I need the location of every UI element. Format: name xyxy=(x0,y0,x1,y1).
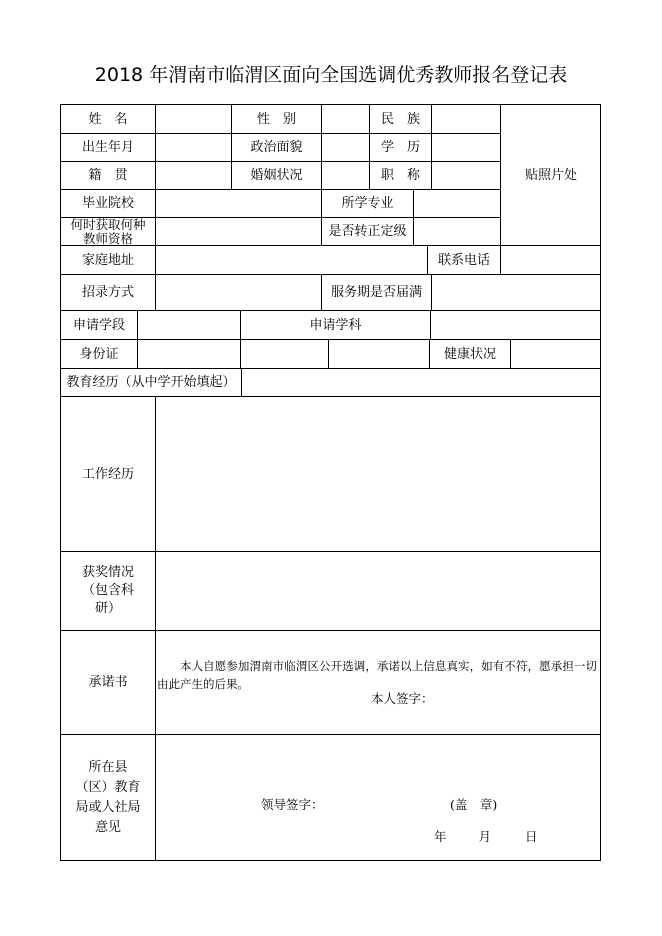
form-title: 2018 年渭南市临渭区面向全国选调优秀教师报名登记表 xyxy=(94,64,568,86)
field-id-2[interactable] xyxy=(241,340,329,369)
label-gender: 性 别 xyxy=(232,105,322,134)
leader-sign-label: 领导签字： xyxy=(261,797,324,812)
field-recruit[interactable] xyxy=(156,275,322,311)
field-title-rank[interactable] xyxy=(432,162,501,190)
field-health[interactable] xyxy=(511,340,601,369)
field-gender[interactable] xyxy=(322,105,370,134)
field-political[interactable] xyxy=(322,134,370,162)
label-recruit: 招录方式 xyxy=(61,275,156,311)
label-political: 政治面貌 xyxy=(232,134,322,162)
label-health: 健康状况 xyxy=(430,340,511,369)
label-edu-history: 教育经历（从中学开始填起） xyxy=(61,369,242,397)
field-service[interactable] xyxy=(432,275,601,311)
label-marital: 婚姻状况 xyxy=(232,162,322,190)
field-awards[interactable] xyxy=(156,552,601,631)
label-stage: 申请学段 xyxy=(61,311,138,340)
field-school[interactable] xyxy=(156,190,322,218)
field-subject[interactable] xyxy=(431,311,601,340)
field-stage[interactable] xyxy=(138,311,241,340)
label-ethnicity: 民 族 xyxy=(370,105,432,134)
label-native: 籍 贯 xyxy=(61,162,156,190)
field-name[interactable] xyxy=(156,105,232,134)
label-name: 姓 名 xyxy=(61,105,156,134)
field-id-1[interactable] xyxy=(138,340,241,369)
label-school: 毕业院校 xyxy=(61,190,156,218)
label-title-rank: 职 称 xyxy=(370,162,432,190)
date-month: 月 xyxy=(478,829,491,844)
label-service: 服务期是否届满 xyxy=(322,275,432,311)
label-awards: 获奖情况（包含科研） xyxy=(61,552,156,631)
label-regular: 是否转正定级 xyxy=(322,218,414,246)
label-major: 所学专业 xyxy=(322,190,414,218)
label-address: 家庭地址 xyxy=(61,246,156,275)
label-qualification: 何时获取何种教师资格 xyxy=(61,218,156,246)
label-id: 身份证 xyxy=(61,340,138,369)
field-birth[interactable] xyxy=(156,134,232,162)
field-marital[interactable] xyxy=(322,162,370,190)
field-regular[interactable] xyxy=(414,218,501,246)
field-address[interactable] xyxy=(156,246,428,275)
registration-form xyxy=(60,104,601,861)
label-birth: 出生年月 xyxy=(61,134,156,162)
photo-box[interactable]: 贴照片处 xyxy=(501,105,601,246)
label-phone: 联系电话 xyxy=(428,246,501,275)
date-line xyxy=(434,827,537,845)
date-day: 日 xyxy=(524,829,538,844)
field-ethnicity[interactable] xyxy=(432,105,501,134)
label-subject: 申请学科 xyxy=(241,311,431,340)
field-work[interactable] xyxy=(156,397,601,552)
promise-text: 本人自愿参加渭南市临渭区公开选调，承诺以上信息真实，如有不符，愿承担一切由此产生的后果。 xyxy=(157,659,597,691)
date-year: 年 xyxy=(434,829,447,844)
field-education[interactable] xyxy=(432,134,501,162)
field-native[interactable] xyxy=(156,162,232,190)
seal-label: (盖 章) xyxy=(450,797,498,812)
field-edu-history[interactable] xyxy=(242,369,601,397)
label-promise: 承诺书 xyxy=(61,631,156,735)
field-qualification[interactable] xyxy=(156,218,322,246)
label-work: 工作经历 xyxy=(61,397,156,552)
self-sign-label: 本人签字： xyxy=(371,691,434,706)
label-education: 学 历 xyxy=(370,134,432,162)
field-phone[interactable] xyxy=(501,246,601,275)
field-major[interactable] xyxy=(414,190,501,218)
field-id-3[interactable] xyxy=(329,340,430,369)
label-opinion: 所在县（区）教育局或人社局意见 xyxy=(61,735,156,861)
